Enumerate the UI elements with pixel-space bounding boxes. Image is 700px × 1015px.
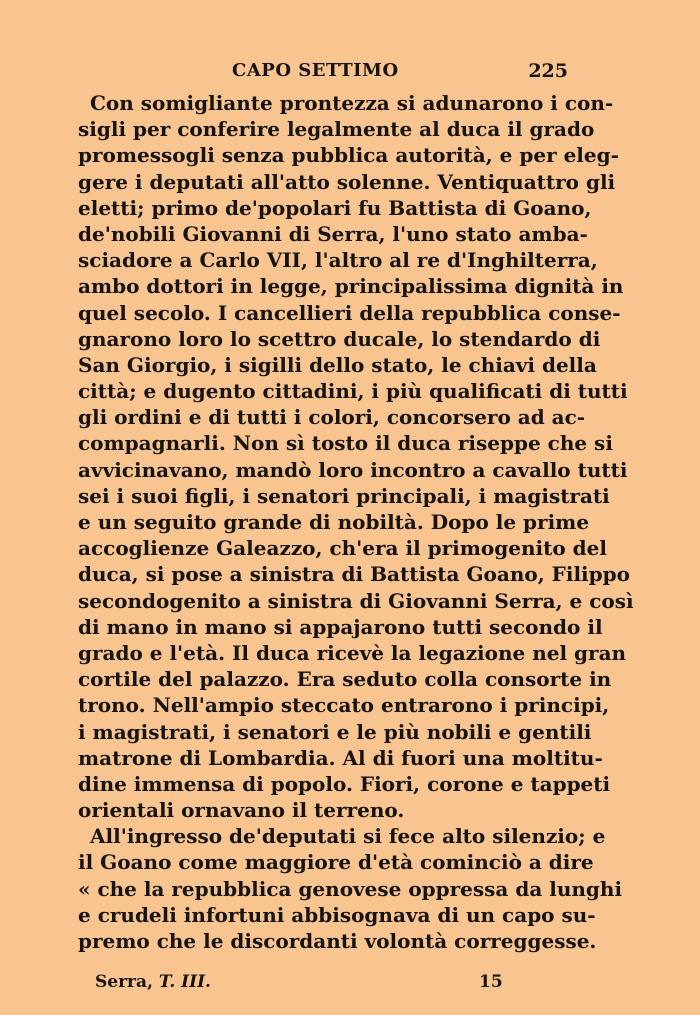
text-line-9: quel secolo. I cancellieri della repubblica conse- [78, 300, 621, 325]
text-line-4: gere i deputati all'atto solenne. Ventiquattro gli [78, 169, 616, 194]
running-title: CAPO SETTIMO [232, 60, 399, 81]
text-line-21: di mano in mano si appajarono tutti secondo il [78, 614, 603, 639]
text-line-32: e crudeli infortuni abbisognava di un capo su- [78, 902, 596, 927]
signature-footer [95, 972, 565, 996]
text-line-17: e un seguito grande di nobiltà. Dopo le prime [78, 510, 590, 534]
text-line-19: duca, si pose a sinistra di Battista Goano, Filippo [78, 562, 630, 587]
text-line-7: sciadore a Carlo VII, l'altro al re d'Inghilterra, [78, 248, 598, 273]
text-line-18: accoglienze Galeazzo, ch'era il primogenito del [78, 536, 607, 561]
text-line-31: « che la repubblica genovese oppressa da lunghi [78, 876, 623, 901]
text-line-3: promessogli senza pubblica autorità, e per eleg- [78, 143, 619, 168]
text-line-5: eletti; primo de'popolari fu Battista di Goano, [78, 195, 592, 220]
text-line-25: i magistrati, i senatori e le più nobili e gentili [78, 719, 592, 744]
text-line-24: trono. Nell'ampio steccato entrarono i principi, [78, 693, 610, 718]
text-line-11: San Giorgio, i sigilli dello stato, le chiavi della [78, 352, 597, 377]
text-line-12: città; e dugento cittadini, i più qualificati di tutti [78, 379, 628, 404]
text-line-22: grado e l'età. Il duca ricevè la legazione nel gran [78, 640, 627, 665]
text-line-10: gnarono loro lo scettro ducale, lo stendardo di [78, 326, 601, 351]
running-head [80, 60, 568, 88]
text-line-26: matrone di Lombardia. Al di fuori una moltitu- [78, 745, 603, 770]
text-line-23: cortile del palazzo. Era seduto colla consorte in [78, 667, 612, 692]
text-line-30: il Goano come maggiore d'età cominciò a dire [78, 850, 594, 875]
signature-mark [95, 972, 211, 992]
text-line-6: de'nobili Giovanni di Serra, l'uno stato amba- [78, 221, 588, 246]
text-line-16: sei i suoi figli, i senatori principali, i magistrati [78, 483, 610, 508]
text-line-28: orientali ornavano il terreno. [78, 798, 405, 823]
text-line-29: All'ingresso de'deputati si fece alto silenzio; e [90, 824, 606, 849]
text-line-33: premo che le discordanti volontà correggesse. [78, 929, 597, 953]
text-line-13: gli ordini e di tutti i colori, concorsero ad ac- [78, 405, 586, 430]
body-text [78, 90, 634, 954]
signature-volume: T. III. [158, 972, 211, 992]
text-line-8: ambo dottori in legge, principalissima dignità in [78, 274, 624, 299]
text-line-27: dine immensa di popolo. Fiori, corone e tappeti [78, 771, 611, 796]
page-number: 225 [528, 60, 568, 82]
text-line-20: secondogenito a sinistra di Giovanni Serra, e così [78, 588, 634, 613]
signature-author: Serra, [95, 972, 153, 992]
text-line-2: sigli per conferire legalmente al duca il grado [78, 117, 595, 142]
text-line-14: compagnarli. Non sì tosto il duca riseppe che si [78, 431, 613, 456]
text-line-15: avvicinavano, mandò loro incontro a cavallo tutti [78, 457, 628, 482]
signature-number: 15 [479, 972, 503, 992]
text-line-1: Con somigliante prontezza si adunarono i con- [90, 91, 614, 115]
